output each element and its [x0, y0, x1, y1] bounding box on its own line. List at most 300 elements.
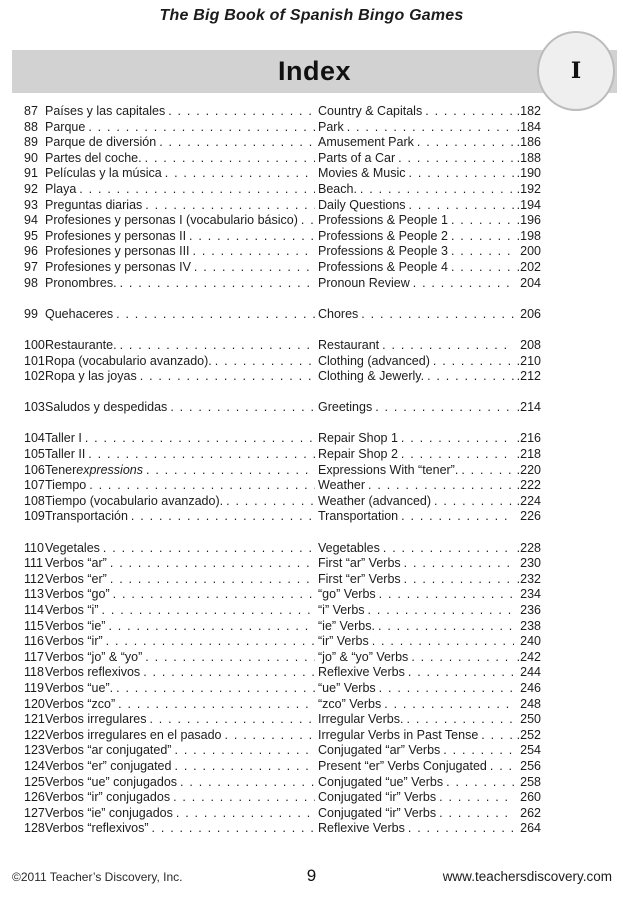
dot-leader	[194, 260, 315, 276]
toc-row	[24, 759, 541, 775]
spanish-entry	[45, 821, 318, 837]
english-entry	[318, 712, 541, 728]
dot-leader	[159, 135, 315, 151]
toc-group	[24, 307, 541, 323]
page-ref: .216	[516, 431, 541, 446]
page-ref: .232	[516, 571, 541, 586]
spanish-title: Taller I	[45, 431, 82, 446]
toc-row	[24, 728, 541, 744]
english-entry	[318, 244, 541, 260]
english-title: Chores	[318, 306, 359, 321]
toc-row	[24, 244, 541, 260]
dot-leader	[85, 431, 315, 447]
page-ref: 236	[520, 602, 541, 617]
dot-leader	[411, 650, 513, 666]
dot-leader	[174, 743, 315, 759]
game-number: 105	[24, 446, 45, 461]
toc-row	[24, 681, 541, 697]
english-entry	[318, 650, 541, 666]
dot-leader	[174, 759, 315, 775]
tab-letter: I	[570, 58, 582, 84]
english-title: “i” Verbs	[318, 602, 365, 617]
dot-leader	[409, 198, 514, 214]
page-ref: 250	[520, 712, 541, 727]
english-entry	[318, 354, 541, 370]
dot-leader	[451, 260, 514, 276]
english-title: Amusement Park	[318, 135, 414, 150]
dot-leader	[145, 650, 315, 666]
page-ref: .224	[516, 493, 541, 508]
dot-leader	[401, 509, 514, 525]
dot-leader	[140, 369, 315, 385]
dot-leader	[145, 198, 315, 214]
english-title: Daily Questions	[318, 197, 406, 212]
dot-leader	[88, 447, 315, 463]
page-ref: .218	[516, 446, 541, 461]
spanish-entry	[45, 587, 318, 603]
spanish-entry	[45, 198, 318, 214]
spanish-entry	[45, 447, 318, 463]
spanish-title: Parque de diversión	[45, 135, 157, 150]
toc-row	[24, 182, 541, 198]
website-text: www.teachersdiscovery.com	[442, 869, 612, 884]
spanish-title: Verbos “reflexivos”	[45, 821, 149, 836]
game-number: 92	[24, 182, 38, 197]
dot-leader	[180, 775, 315, 791]
spanish-title: Verbos irregulares	[45, 712, 147, 727]
dot-leader	[379, 587, 514, 603]
toc-row	[24, 151, 541, 167]
english-entry	[318, 463, 541, 479]
english-title: “zco” Verbs	[318, 696, 382, 711]
dot-leader	[226, 494, 315, 510]
english-entry	[318, 104, 541, 120]
toc-row	[24, 509, 541, 525]
dot-leader	[361, 307, 514, 323]
dot-leader	[176, 806, 315, 822]
dot-leader	[425, 104, 513, 120]
english-title: Repair Shop 1	[318, 431, 398, 446]
game-number: 101	[24, 353, 45, 368]
toc-row	[24, 603, 541, 619]
page-ref: .182	[516, 104, 541, 118]
dot-leader	[88, 120, 315, 136]
toc-row	[24, 556, 541, 572]
english-title: Professions & People 4	[318, 260, 448, 275]
page-ref: .190	[516, 166, 541, 181]
dot-leader	[404, 556, 514, 572]
page-ref: .188	[516, 150, 541, 165]
toc-row	[24, 400, 541, 416]
english-entry	[318, 182, 541, 198]
page-ref: .212	[516, 369, 541, 384]
dot-leader	[225, 728, 315, 744]
page-ref: 244	[520, 665, 541, 680]
dot-leader	[301, 213, 315, 229]
english-entry	[318, 151, 541, 167]
toc-row	[24, 634, 541, 650]
spanish-title: Verbos “jo” & “yo”	[45, 649, 143, 664]
dot-leader	[401, 431, 514, 447]
dot-leader	[368, 603, 514, 619]
english-entry	[318, 447, 541, 463]
english-title: Clothing (advanced)	[318, 353, 430, 368]
english-entry	[318, 400, 541, 416]
spanish-title: Verbos “ir”	[45, 634, 103, 649]
english-entry	[318, 743, 541, 759]
spanish-title: Países y las capitales	[45, 104, 166, 118]
spanish-title: Partes del coche.	[45, 150, 142, 165]
game-number: 106	[24, 462, 45, 477]
toc-row	[24, 135, 541, 151]
spanish-entry	[45, 541, 318, 557]
english-title: Reflexive Verbs	[318, 665, 405, 680]
english-entry	[318, 665, 541, 681]
page-ref: 262	[520, 805, 541, 820]
page-ref: 264	[520, 821, 541, 836]
dot-leader	[347, 120, 514, 136]
spanish-entry	[45, 790, 318, 806]
spanish-entry	[45, 104, 318, 120]
dot-leader	[79, 182, 315, 198]
page-ref: .192	[516, 182, 541, 197]
english-title: Irregular Verbs in Past Tense	[318, 727, 479, 742]
dot-leader	[103, 541, 315, 557]
spanish-entry	[45, 743, 318, 759]
dot-leader	[446, 775, 514, 791]
spanish-title: Tiempo (vocabulario avanzado).	[45, 493, 224, 508]
toc-group	[24, 541, 541, 838]
spanish-entry	[45, 603, 318, 619]
page-ref: .252	[516, 727, 541, 742]
spanish-entry	[45, 182, 318, 198]
toc-row	[24, 166, 541, 182]
english-title: First “er” Verbs	[318, 571, 401, 586]
english-entry	[318, 260, 541, 276]
page-ref: .228	[516, 540, 541, 555]
english-title: Transportation	[318, 509, 399, 524]
dot-leader	[168, 104, 315, 120]
english-entry	[318, 509, 541, 525]
page-ref: .222	[516, 478, 541, 493]
english-title: Movies & Music	[318, 166, 406, 181]
game-number: 119	[24, 681, 44, 695]
book-title: The Big Book of Spanish Bingo Games	[159, 7, 464, 24]
page-ref: 258	[520, 774, 541, 789]
dot-leader	[146, 463, 315, 479]
toc-row	[24, 431, 541, 447]
spanish-entry	[45, 572, 318, 588]
toc-row	[24, 478, 541, 494]
english-title: Weather	[318, 478, 366, 493]
game-number: 107	[24, 478, 45, 493]
game-number: 112	[24, 571, 44, 586]
spanish-title: Verbos “go”	[45, 587, 110, 602]
page-number: 9	[306, 866, 317, 885]
english-title: Conjugated “ar” Verbs	[318, 743, 441, 758]
spanish-title: Verbos reflexivos	[45, 665, 141, 680]
page-ref: .194	[516, 197, 541, 212]
spanish-entry	[45, 619, 318, 635]
english-title: Country & Capitals	[318, 104, 423, 118]
english-entry	[318, 431, 541, 447]
spanish-title: Pronombres.	[45, 275, 117, 290]
game-number: 108	[24, 493, 45, 508]
dot-leader	[490, 759, 514, 775]
english-entry	[318, 572, 541, 588]
toc-row	[24, 712, 541, 728]
game-number: 97	[24, 260, 38, 275]
spanish-title: Verbos “i”	[45, 602, 99, 617]
game-number: 125	[24, 774, 45, 789]
page-ref: 260	[520, 790, 541, 805]
dot-leader	[170, 400, 315, 416]
spanish-title: Transportación	[45, 509, 128, 524]
spanish-title-italic: expressions	[76, 462, 143, 477]
english-title: Park	[318, 119, 344, 134]
game-number: 87	[24, 104, 38, 118]
english-title: Vegetables	[318, 540, 380, 555]
game-number: 124	[24, 759, 45, 774]
english-title: “go” Verbs	[318, 587, 376, 602]
spanish-entry	[45, 229, 318, 245]
game-number: 88	[24, 119, 38, 134]
game-number: 89	[24, 135, 38, 150]
english-entry	[318, 619, 541, 635]
game-number: 109	[24, 509, 45, 524]
page-ref: 234	[520, 587, 541, 602]
section-title: Index	[277, 56, 352, 86]
spanish-entry	[45, 431, 318, 447]
toc-row	[24, 587, 541, 603]
spanish-entry	[45, 166, 318, 182]
game-number: 110	[24, 540, 44, 555]
dot-leader	[116, 681, 315, 697]
toc-row	[24, 120, 541, 136]
english-title: Professions & People 1	[318, 213, 448, 228]
english-entry	[318, 587, 541, 603]
toc-group	[24, 431, 541, 525]
spanish-entry	[45, 135, 318, 151]
toc-row	[24, 354, 541, 370]
game-number: 102	[24, 369, 45, 384]
dot-leader	[451, 213, 514, 229]
english-entry	[318, 806, 541, 822]
spanish-title: Verbos “er”	[45, 571, 107, 586]
dot-leader	[143, 665, 315, 681]
english-title: Pronoun Review	[318, 275, 410, 290]
spanish-title: Playa	[45, 182, 77, 197]
english-title: Conjugated “ir” Verbs	[318, 805, 437, 820]
spanish-entry	[45, 478, 318, 494]
page-ref: 208	[520, 337, 541, 352]
spanish-entry	[45, 697, 318, 713]
toc-row	[24, 307, 541, 323]
page-ref: .184	[516, 119, 541, 134]
spanish-title: Taller II	[45, 446, 86, 461]
english-entry	[318, 213, 541, 229]
dot-leader	[106, 634, 315, 650]
toc-row	[24, 213, 541, 229]
english-title: Conjugated “ir” Verbs	[318, 790, 437, 805]
dot-leader	[145, 151, 315, 167]
spanish-title: Profesiones y personas IV	[45, 260, 191, 275]
toc-row	[24, 276, 541, 292]
english-entry	[318, 478, 541, 494]
english-title: Weather (advanced)	[318, 493, 432, 508]
game-number: 91	[24, 166, 38, 181]
dot-leader	[408, 665, 514, 681]
dot-leader	[409, 166, 514, 182]
dot-leader	[384, 697, 514, 713]
page-ref: .242	[516, 649, 541, 664]
spanish-title: Profesiones y personas II	[45, 228, 187, 243]
english-title: Beach.	[318, 182, 357, 197]
copyright-text: ©2011 Teacher’s Discovery, Inc.	[12, 870, 183, 884]
dot-leader	[461, 463, 513, 479]
spanish-title: Películas y la música	[45, 166, 162, 181]
game-number: 126	[24, 790, 45, 805]
english-title: Professions & People 2	[318, 228, 448, 243]
dot-leader	[102, 603, 316, 619]
english-entry	[318, 556, 541, 572]
toc-row	[24, 494, 541, 510]
english-title: “ue” Verbs	[318, 681, 376, 695]
toc-row	[24, 743, 541, 759]
toc-group	[24, 338, 541, 385]
page-ref: 246	[520, 681, 541, 695]
english-entry	[318, 681, 541, 697]
page-ref: .186	[516, 135, 541, 150]
game-number: 116	[24, 634, 44, 649]
dot-leader	[481, 728, 513, 744]
toc-row	[24, 790, 541, 806]
game-number: 114	[24, 602, 44, 617]
english-entry	[318, 276, 541, 292]
dot-leader	[408, 821, 514, 837]
toc-row	[24, 104, 541, 120]
dot-leader	[443, 743, 514, 759]
dot-leader	[383, 541, 514, 557]
game-number: 99	[24, 306, 38, 321]
page-ref: .214	[516, 400, 541, 415]
spanish-title: Vegetales	[45, 540, 100, 555]
toc-row	[24, 260, 541, 276]
toc-row	[24, 369, 541, 385]
toc-group	[24, 104, 541, 291]
spanish-entry	[45, 213, 318, 229]
dot-leader	[406, 712, 514, 728]
dot-leader	[378, 619, 514, 635]
toc-row	[24, 665, 541, 681]
english-entry	[318, 634, 541, 650]
spanish-title: Verbos “ue” conjugados	[45, 774, 178, 789]
dot-leader	[149, 712, 315, 728]
english-entry	[318, 728, 541, 744]
english-entry	[318, 229, 541, 245]
game-number: 100	[24, 337, 45, 352]
spanish-entry	[45, 494, 318, 510]
toc-row	[24, 650, 541, 666]
english-entry	[318, 790, 541, 806]
spanish-title: Verbos “ar conjugated”	[45, 743, 172, 758]
spanish-entry	[45, 650, 318, 666]
english-entry	[318, 541, 541, 557]
spanish-entry	[45, 759, 318, 775]
game-number: 113	[24, 587, 44, 602]
english-entry	[318, 120, 541, 136]
spanish-entry	[45, 400, 318, 416]
dot-leader	[433, 354, 514, 370]
dot-leader	[110, 556, 315, 572]
game-number: 123	[24, 743, 45, 758]
spanish-title: Tener	[45, 462, 77, 477]
spanish-title: Profesiones y personas III	[45, 244, 190, 259]
toc-row	[24, 338, 541, 354]
toc-row	[24, 821, 541, 837]
english-entry	[318, 775, 541, 791]
game-number: 94	[24, 213, 38, 228]
toc-row	[24, 572, 541, 588]
index-header-bar	[12, 50, 617, 93]
spanish-title: Verbos “ie”	[45, 618, 106, 633]
dot-leader	[165, 166, 315, 182]
spanish-entry	[45, 244, 318, 260]
english-title: Professions & People 3	[318, 244, 448, 259]
dot-leader	[118, 697, 315, 713]
game-number: 90	[24, 150, 38, 165]
dot-leader	[193, 244, 315, 260]
page-ref: 238	[520, 618, 541, 633]
game-number: 103	[24, 400, 45, 415]
toc-row	[24, 775, 541, 791]
page-ref: .202	[516, 260, 541, 275]
english-title: “jo” & “yo” Verbs	[318, 649, 409, 664]
spanish-title: Verbos irregulares en el pasado	[45, 727, 222, 742]
game-number: 93	[24, 197, 38, 212]
dot-leader	[108, 619, 315, 635]
page-ref: .196	[516, 213, 541, 228]
page-ref: 226	[520, 509, 541, 524]
spanish-entry	[45, 556, 318, 572]
dot-leader	[413, 276, 514, 292]
page-ref: 230	[520, 556, 541, 571]
dot-leader	[113, 587, 315, 603]
game-number: 115	[24, 618, 44, 633]
game-number: 128	[24, 821, 45, 836]
table-of-contents	[24, 104, 541, 837]
spanish-entry	[45, 806, 318, 822]
spanish-entry	[45, 151, 318, 167]
dot-leader	[398, 151, 514, 167]
spanish-entry	[45, 369, 318, 385]
game-number: 122	[24, 727, 45, 742]
spanish-entry	[45, 509, 318, 525]
dot-leader	[434, 494, 514, 510]
dot-leader	[451, 244, 514, 260]
spanish-title: Parque	[45, 119, 86, 134]
english-entry	[318, 821, 541, 837]
dot-leader	[401, 447, 514, 463]
spanish-entry	[45, 712, 318, 728]
dot-leader	[152, 821, 315, 837]
dot-leader	[131, 509, 315, 525]
spanish-entry	[45, 665, 318, 681]
dot-leader	[189, 229, 315, 245]
english-title: Expressions With “tener”.	[318, 462, 459, 477]
english-entry	[318, 494, 541, 510]
spanish-title: Ropa (vocabulario avanzado).	[45, 353, 212, 368]
